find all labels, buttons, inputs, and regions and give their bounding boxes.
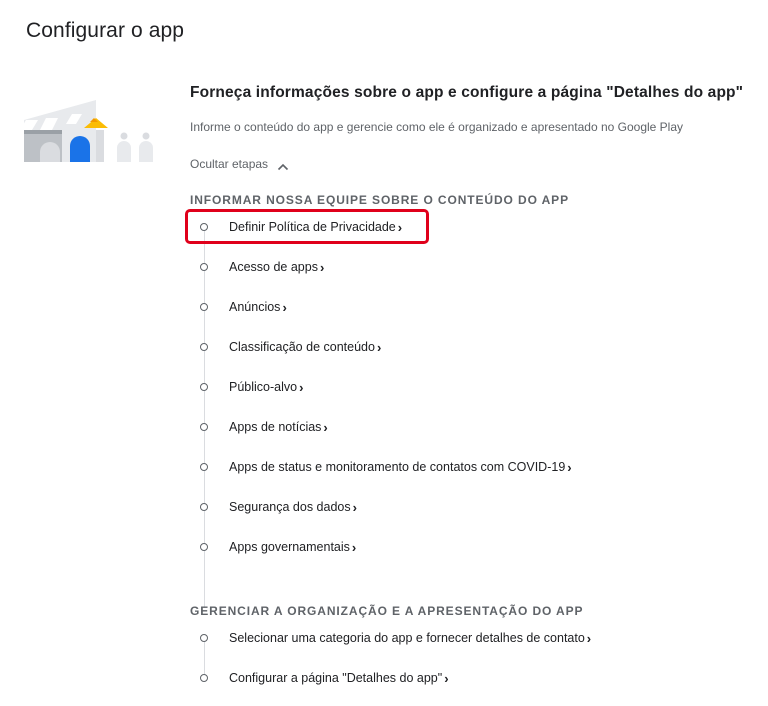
step-label: Definir Política de Privacidade: [229, 220, 396, 234]
chevron-right-icon: ›: [323, 419, 328, 435]
chevron-right-icon: ›: [352, 499, 357, 515]
step-status-icon: [200, 303, 208, 311]
step-status-icon: [200, 383, 208, 391]
step-privacy-policy[interactable]: [198, 217, 402, 237]
step-label: Apps de status e monitoramento de contatos com COVID-19: [229, 460, 566, 474]
step-label: Anúncios: [229, 300, 281, 314]
step-target-audience[interactable]: [198, 377, 303, 397]
step-status-icon: [200, 343, 208, 351]
section-title: Forneça informações sobre o app e configure a página "Detalhes do app": [190, 84, 744, 101]
step-covid-apps[interactable]: [198, 457, 572, 477]
step-label: Público-alvo: [229, 380, 298, 394]
app-setup-illustration: [24, 100, 172, 162]
chevron-right-icon: ›: [299, 379, 304, 395]
step-label: Apps governamentais: [229, 540, 350, 554]
step-data-safety[interactable]: [198, 497, 357, 517]
step-status-icon: [200, 223, 208, 231]
hide-steps-toggle[interactable]: [190, 157, 289, 171]
chevron-right-icon: ›: [397, 219, 403, 235]
step-ads[interactable]: [198, 297, 287, 317]
step-content-rating[interactable]: [198, 337, 381, 357]
hide-steps-label: Ocultar etapas: [190, 157, 269, 171]
step-category-contact[interactable]: [198, 628, 591, 648]
step-store-listing[interactable]: [198, 668, 449, 688]
step-label: Selecionar uma categoria do app e fornecer detalhes de contato: [229, 631, 585, 645]
app-details-section: [190, 84, 760, 171]
step-status-icon: [200, 503, 208, 511]
chevron-right-icon: ›: [444, 670, 449, 686]
content-group-heading: INFORMAR NOSSA EQUIPE SOBRE O CONTEÚDO DO APP: [190, 193, 569, 207]
step-status-icon: [200, 634, 208, 642]
page-title: Configurar o app: [26, 19, 185, 42]
chevron-right-icon: ›: [319, 259, 325, 275]
step-status-icon: [200, 263, 208, 271]
chevron-right-icon: ›: [586, 630, 592, 646]
step-news-apps[interactable]: [198, 417, 328, 437]
step-label: Segurança dos dados: [229, 500, 351, 514]
step-label: Apps de notícias: [229, 420, 322, 434]
chevron-up-icon: [277, 160, 289, 168]
chevron-right-icon: ›: [567, 459, 572, 475]
step-status-icon: [200, 543, 208, 551]
step-label: Classificação de conteúdo: [229, 340, 375, 354]
step-status-icon: [200, 423, 208, 431]
step-status-icon: [200, 674, 208, 682]
chevron-right-icon: ›: [351, 539, 357, 555]
step-app-access[interactable]: [198, 257, 324, 277]
step-label: Acesso de apps: [229, 260, 318, 274]
presentation-group-heading: GERENCIAR A ORGANIZAÇÃO E A APRESENTAÇÃO DO APP: [190, 604, 584, 618]
section-subtitle: Informe o conteúdo do app e gerencie como ele é organizado e apresentado no Google Play: [190, 120, 684, 134]
chevron-right-icon: ›: [282, 299, 287, 315]
step-label: Configurar a página "Detalhes do app": [229, 671, 443, 685]
chevron-right-icon: ›: [376, 339, 382, 355]
step-status-icon: [200, 463, 208, 471]
step-government-apps[interactable]: [198, 537, 356, 557]
